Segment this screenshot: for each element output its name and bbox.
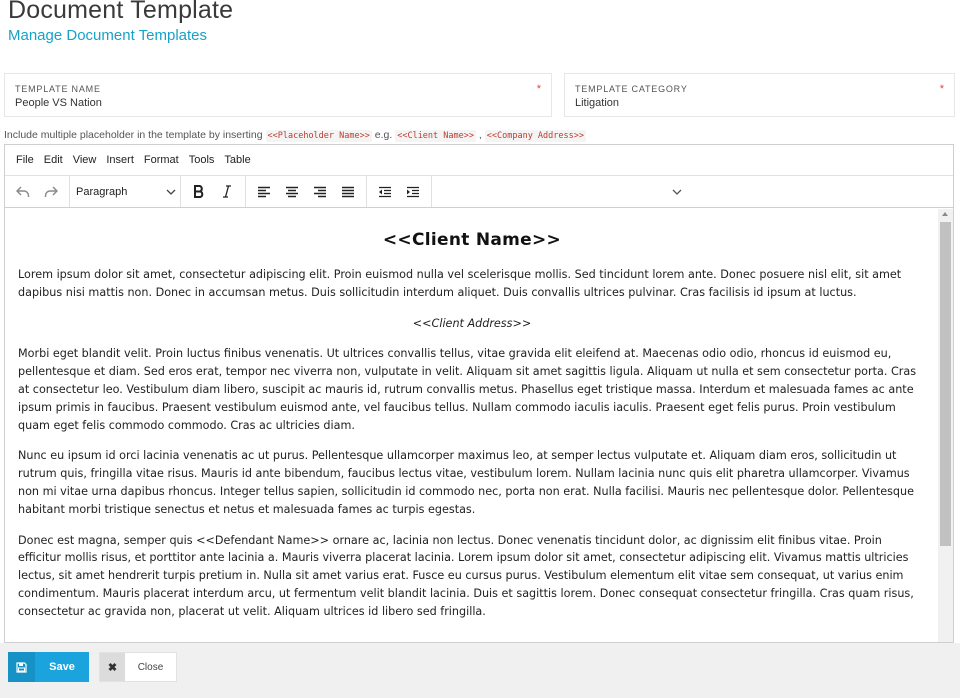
editor-content[interactable]: [5, 209, 939, 643]
page-title: Document Template: [8, 0, 234, 24]
editor-toolbar: [5, 176, 953, 208]
outdent-icon[interactable]: [371, 178, 399, 206]
required-indicator: *: [939, 83, 944, 95]
menu-format[interactable]: Format: [143, 154, 179, 166]
bold-icon[interactable]: [185, 178, 213, 206]
content-paragraph-1: Lorem ipsum dolor sit amet, consectetur adipiscing elit. Proin euismod nulla vel scelerisque mollis. Sed tincidunt lorem ante. Donec posuere nisl elit, sit amet dapibus nisi mattis non. Donec in accumsan metus. Duis sollicitudin interdum aliquet. Duis convallis ultrices pulvinar. Cras facilisis id ipsum at luctus.: [18, 268, 902, 299]
template-category-label: TEMPLATE CATEGORY: [575, 84, 688, 94]
template-name-label: TEMPLATE NAME: [15, 84, 101, 94]
more-options-chevron-icon[interactable]: [663, 178, 691, 206]
rich-text-editor: [4, 144, 954, 643]
content-client-address: <<Client Address>>: [412, 316, 532, 330]
hint-text: Include multiple placeholder in the template by inserting: [4, 129, 263, 141]
template-name-input[interactable]: [15, 97, 506, 109]
scroll-up-arrow-icon[interactable]: [942, 212, 948, 216]
hint-example-company-address: <<Company Address>>: [486, 131, 584, 141]
italic-icon[interactable]: [213, 178, 241, 206]
menu-insert[interactable]: Insert: [106, 154, 134, 166]
template-name-field[interactable]: [4, 73, 552, 117]
content-paragraph-4: Donec est magna, semper quis <<Defendant Name>> ornare ac, lacinia non lectus. Donec venenatis tincidunt dolor, ac dignissim elit finibus vitae. Proin efficitur mollis risus, et porttitor ante lacinia a. Mauris viverra placerat lacinia. Lorem ipsum dolor sit amet, consectetur adipiscing elit. Vivamus mattis ultricies lectus, sit amet hendrerit turpis pretium in. Nulla sit amet varius erat. Fusce eu cursus purus. Vestibulum elementum elit vitae sem consequat, ut varius enim condimentum. Mauris placerat interdum arcu, ut fermentum velit blandit lacinia. Duis et sagittis lorem. Donec consequat consectetur fringilla. Cras quam risus, consectetur ac gravida non, placerat ut velit. Aliquam ultrices id libero sed fringilla.: [18, 533, 914, 618]
content-heading: <<Client Name>>: [382, 230, 562, 250]
hint-separator: ,: [478, 129, 482, 141]
menu-view[interactable]: View: [72, 154, 97, 166]
close-button[interactable]: [99, 652, 177, 682]
menu-edit[interactable]: Edit: [43, 154, 63, 166]
chevron-down-icon: [166, 189, 176, 195]
page-subtitle: Manage Document Templates: [8, 27, 207, 44]
placeholder-hint: [4, 129, 586, 141]
alignment-group: [246, 176, 367, 207]
block-format-select[interactable]: [70, 186, 180, 198]
toolbar-overflow: [432, 176, 953, 207]
block-format-value: Paragraph: [76, 185, 128, 198]
hint-example-prefix: e.g.: [374, 129, 393, 141]
history-group: [5, 176, 70, 207]
form-footer: [0, 643, 960, 698]
menu-file[interactable]: File: [16, 154, 34, 166]
redo-icon[interactable]: [37, 178, 65, 206]
save-button[interactable]: [8, 652, 89, 682]
align-left-icon[interactable]: [250, 178, 278, 206]
template-category-input[interactable]: [575, 97, 925, 109]
content-paragraph-3: Nunc eu ipsum id orci lacinia venenatis ac ut purus. Pellentesque ullamcorper maximus leo, at semper lectus vulputate et. Aliquam diam eros, sollicitudin ut rutrum quis, fringilla vitae risus. Mauris id ante bibendum, faucibus lectus vitae, vestibulum lorem. Nullam lacinia nunc quis elit pharetra ullamcorper. Vivamus non mi vitae urna dapibus rhoncus. Integer tellus sapien, sollicitudin id commodo nec, porta non erat. Nulla facilisi. Mauris nec pellentesque dolor. Pellentesque habitant morbi tristique senectus et netus et malesuada fames ac turpis egestas.: [18, 449, 914, 516]
align-center-icon[interactable]: [278, 178, 306, 206]
indent-icon[interactable]: [399, 178, 427, 206]
align-right-icon[interactable]: [306, 178, 334, 206]
content-paragraph-2: Morbi eget blandit velit. Proin luctus finibus venenatis. Ut ultrices convallis tellus, vitae gravida elit eleifend at. Maecenas odio odio, rhoncus id euismod eu, pellentesque et diam. Sed eros erat, tempor nec viverra non, vulputate in velit. Aliquam sit amet sagittis ligula. Aliquam ut nulla et sem consectetur porta. Cras at consectetur leo. Vestibulum diam libero, suscipit ac mauris id, rutrum convallis metus. Phasellus eget tristique massa. Interdum et malesuada fames ac ante ipsum primis in faucibus. Praesent vestibulum euismod ante, vel faucibus tellus. Nullam commodo iaculis iaculis. Praesent eget felis purus. Proin vestibulum quam eget felis commodo commodo. Cras ac ultricies diam.: [18, 347, 917, 432]
editor-menubar: [5, 145, 953, 176]
close-button-label: Close: [137, 661, 164, 673]
menu-table[interactable]: Table: [224, 154, 251, 166]
editor-scrollbar[interactable]: [938, 209, 953, 643]
template-category-field[interactable]: [564, 73, 955, 117]
align-justify-icon[interactable]: [334, 178, 362, 206]
indent-group: [367, 176, 432, 207]
save-button-label: Save: [49, 661, 75, 673]
text-style-group: [181, 176, 246, 207]
hint-example-client-name: <<Client Name>>: [397, 131, 474, 141]
menu-tools[interactable]: Tools: [188, 154, 215, 166]
hint-placeholder-code: <<Placeholder Name>>: [267, 131, 370, 141]
close-icon: ✖: [100, 653, 125, 681]
floppy-disk-icon: [8, 652, 35, 682]
scrollbar-thumb[interactable]: [940, 222, 951, 546]
block-format-group: [70, 176, 181, 207]
undo-icon[interactable]: [9, 178, 37, 206]
required-indicator: *: [536, 83, 541, 95]
